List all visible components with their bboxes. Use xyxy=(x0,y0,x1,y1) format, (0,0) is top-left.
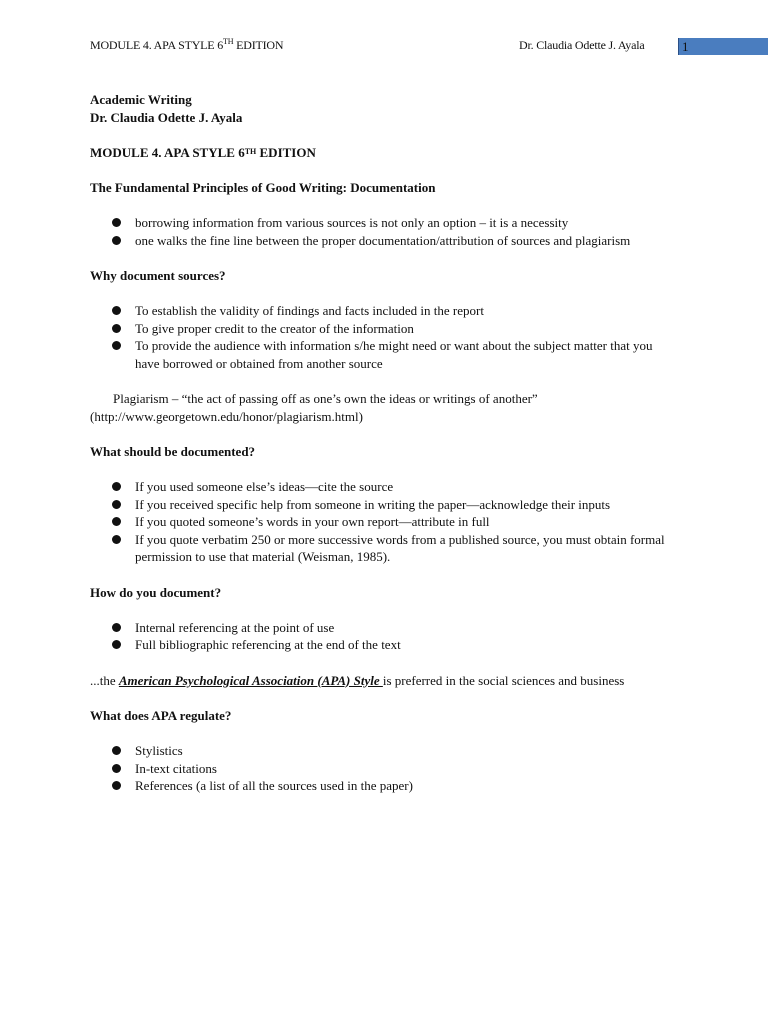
apa-statement: ...the American Psychological Association (APA) Style is preferred in the social sciences and business xyxy=(90,672,625,688)
section-heading-principles: The Fundamental Principles of Good Writing: Documentation xyxy=(90,179,436,195)
list-item: If you quoted someone’s words in your own report—attribute in full xyxy=(90,513,680,531)
list-item: If you used someone else’s ideas—cite the source xyxy=(90,478,680,496)
bullet-icon xyxy=(112,623,121,632)
list-item: References (a list of all the sources used in the paper) xyxy=(90,777,680,795)
list-item: one walks the fine line between the proper documentation/attribution of sources and plagiarism xyxy=(90,232,680,250)
section-heading-how: How do you document? xyxy=(90,584,222,600)
section-heading-what: What should be documented? xyxy=(90,443,256,459)
module-title: MODULE 4. APA STYLE 6TH EDITION xyxy=(90,144,316,160)
bullet-list-why xyxy=(90,302,680,372)
list-item: If you received specific help from someone in writing the paper—acknowledge their inputs xyxy=(90,496,680,514)
apa-style-name: American Psychological Association (APA) Style xyxy=(118,672,383,688)
list-item: Internal referencing at the point of use xyxy=(90,619,680,637)
section-heading-why: Why document sources? xyxy=(90,267,226,283)
bullet-icon xyxy=(112,236,121,245)
list-item: To establish the validity of findings and facts included in the report xyxy=(90,302,680,320)
list-item: To give proper credit to the creator of the information xyxy=(90,320,680,338)
bullet-icon xyxy=(112,341,121,350)
section-heading-regulate: What does APA regulate? xyxy=(90,707,232,723)
header-author: Dr. Claudia Odette J. Ayala xyxy=(519,38,645,52)
bullet-icon xyxy=(112,218,121,227)
list-item: Stylistics xyxy=(90,742,680,760)
list-item: If you quote verbatim 250 or more successive words from a published source, you must obtain formal permission to use that material (Weisman, 1985). xyxy=(90,531,680,566)
page-number-badge: 1 xyxy=(678,38,768,55)
course-title: Academic Writing xyxy=(90,92,192,107)
bullet-list-what xyxy=(90,478,680,566)
bullet-list-how xyxy=(90,619,680,654)
bullet-icon xyxy=(112,306,121,315)
bullet-list-regulate xyxy=(90,742,680,795)
bullet-icon xyxy=(112,517,121,526)
bullet-icon xyxy=(112,535,121,544)
bullet-icon xyxy=(112,764,121,773)
document-body xyxy=(90,91,680,795)
list-item: To provide the audience with information s/he might need or want about the subject matter that you have borrowed or obtained from another source xyxy=(90,337,680,372)
bullet-icon xyxy=(112,746,121,755)
bullet-icon xyxy=(112,640,121,649)
bullet-icon xyxy=(112,324,121,333)
page-header xyxy=(90,38,768,56)
plagiarism-source: (http://www.georgetown.edu/honor/plagiarism.html) xyxy=(90,408,363,424)
bullet-icon xyxy=(112,500,121,509)
list-item: Full bibliographic referencing at the end of the text xyxy=(90,636,680,654)
header-module-title: MODULE 4. APA STYLE 6TH EDITION xyxy=(90,37,284,52)
plagiarism-definition: Plagiarism – “the act of passing off as one’s own the ideas or writings of another” xyxy=(113,391,538,407)
list-item: In-text citations xyxy=(90,760,680,778)
author-name: Dr. Claudia Odette J. Ayala xyxy=(90,109,243,125)
bullet-icon xyxy=(112,482,121,491)
list-item: borrowing information from various sources is not only an option – it is a necessity xyxy=(90,214,680,232)
bullet-icon xyxy=(112,781,121,790)
bullet-list-principles xyxy=(90,214,680,249)
